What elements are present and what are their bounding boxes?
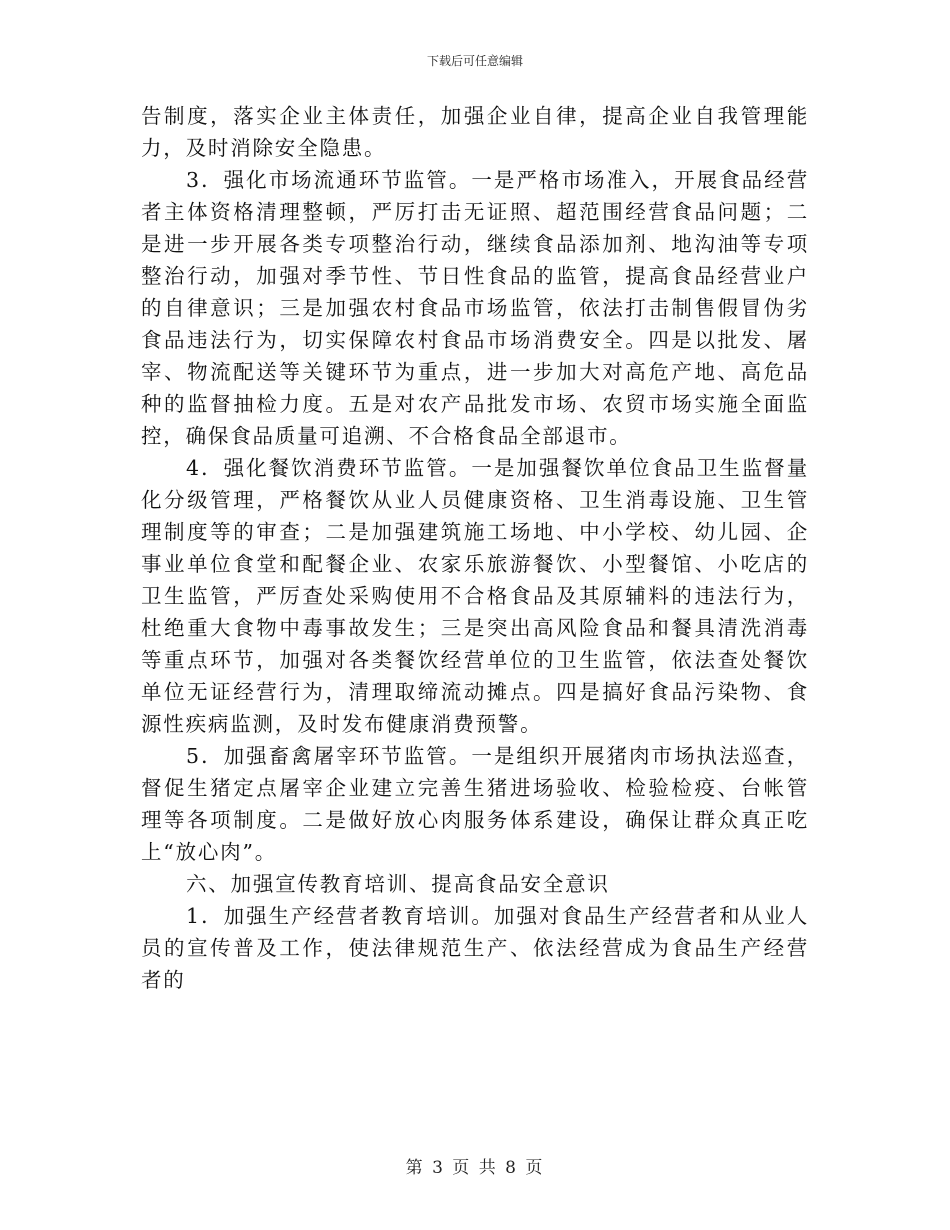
section-heading-publicity: 六、加强宣传教育培训、提高食品安全意识 bbox=[186, 872, 610, 896]
paragraph-slaughter-supervision: 5．加强畜禽屠宰环节监管。一是组织开展猪肉市场执法巡查，督促生猪定点屠宰企业建立完善生猪进场验收、检验检疫、台帐管理等各项制度。二是做好放心肉服务体系建设，确保让群众真正吃上“放心肉”。 bbox=[141, 744, 809, 864]
paragraph-continuation: 告制度，落实企业主体责任，加强企业自律，提高企业自我管理能力，及时消除安全隐患。 bbox=[141, 104, 809, 160]
document-body bbox=[141, 100, 809, 996]
page-number: 第 3 页 共 8 页 bbox=[405, 1158, 545, 1178]
paragraph-catering-supervision: 4．强化餐饮消费环节监管。一是加强餐饮单位食品卫生监督量化分级管理，严格餐饮从业人员健康资格、卫生消毒设施、卫生管理制度等的审查；二是加强建筑施工场地、中小学校、幼儿园、企事业单位食堂和配餐企业、农家乐旅游餐饮、小型餐馆、小吃店的卫生监管，严厉查处采购使用不合格食品及其原辅料的违法行为，杜绝重大食物中毒事故发生；三是突出高风险食品和餐具清洗消毒等重点环节，加强对各类餐饮经营单位的卫生监管，依法查处餐饮单位无证经营行为，清理取缔流动摊点。四是搞好食品污染物、食源性疾病监测，及时发布健康消费预警。 bbox=[141, 456, 809, 736]
paragraph-market-circulation: 3．强化市场流通环节监管。一是严格市场准入，开展食品经营者主体资格清理整顿，严厉打击无证照、超范围经营食品问题；二是进一步开展各类专项整治行动，继续食品添加剂、地沟油等专项整治行动，加强对季节性、节日性食品的监管，提高食品经营业户的自律意识；三是加强农村食品市场监管，依法打击制售假冒伪劣食品违法行为，切实保障农村食品市场消费安全。四是以批发、屠宰、物流配送等关键环节为重点，进一步加大对高危产地、高危品种的监督抽检力度。五是对农产品批发市场、农贸市场实施全面监控，确保食品质量可追溯、不合格食品全部退市。 bbox=[141, 168, 809, 448]
paragraph-training: 1．加强生产经营者教育培训。加强对食品生产经营者和从业人员的宣传普及工作，使法律规范生产、依法经营成为食品生产经营者的 bbox=[141, 904, 809, 992]
page-header: 下载后可任意编辑 bbox=[426, 54, 523, 68]
